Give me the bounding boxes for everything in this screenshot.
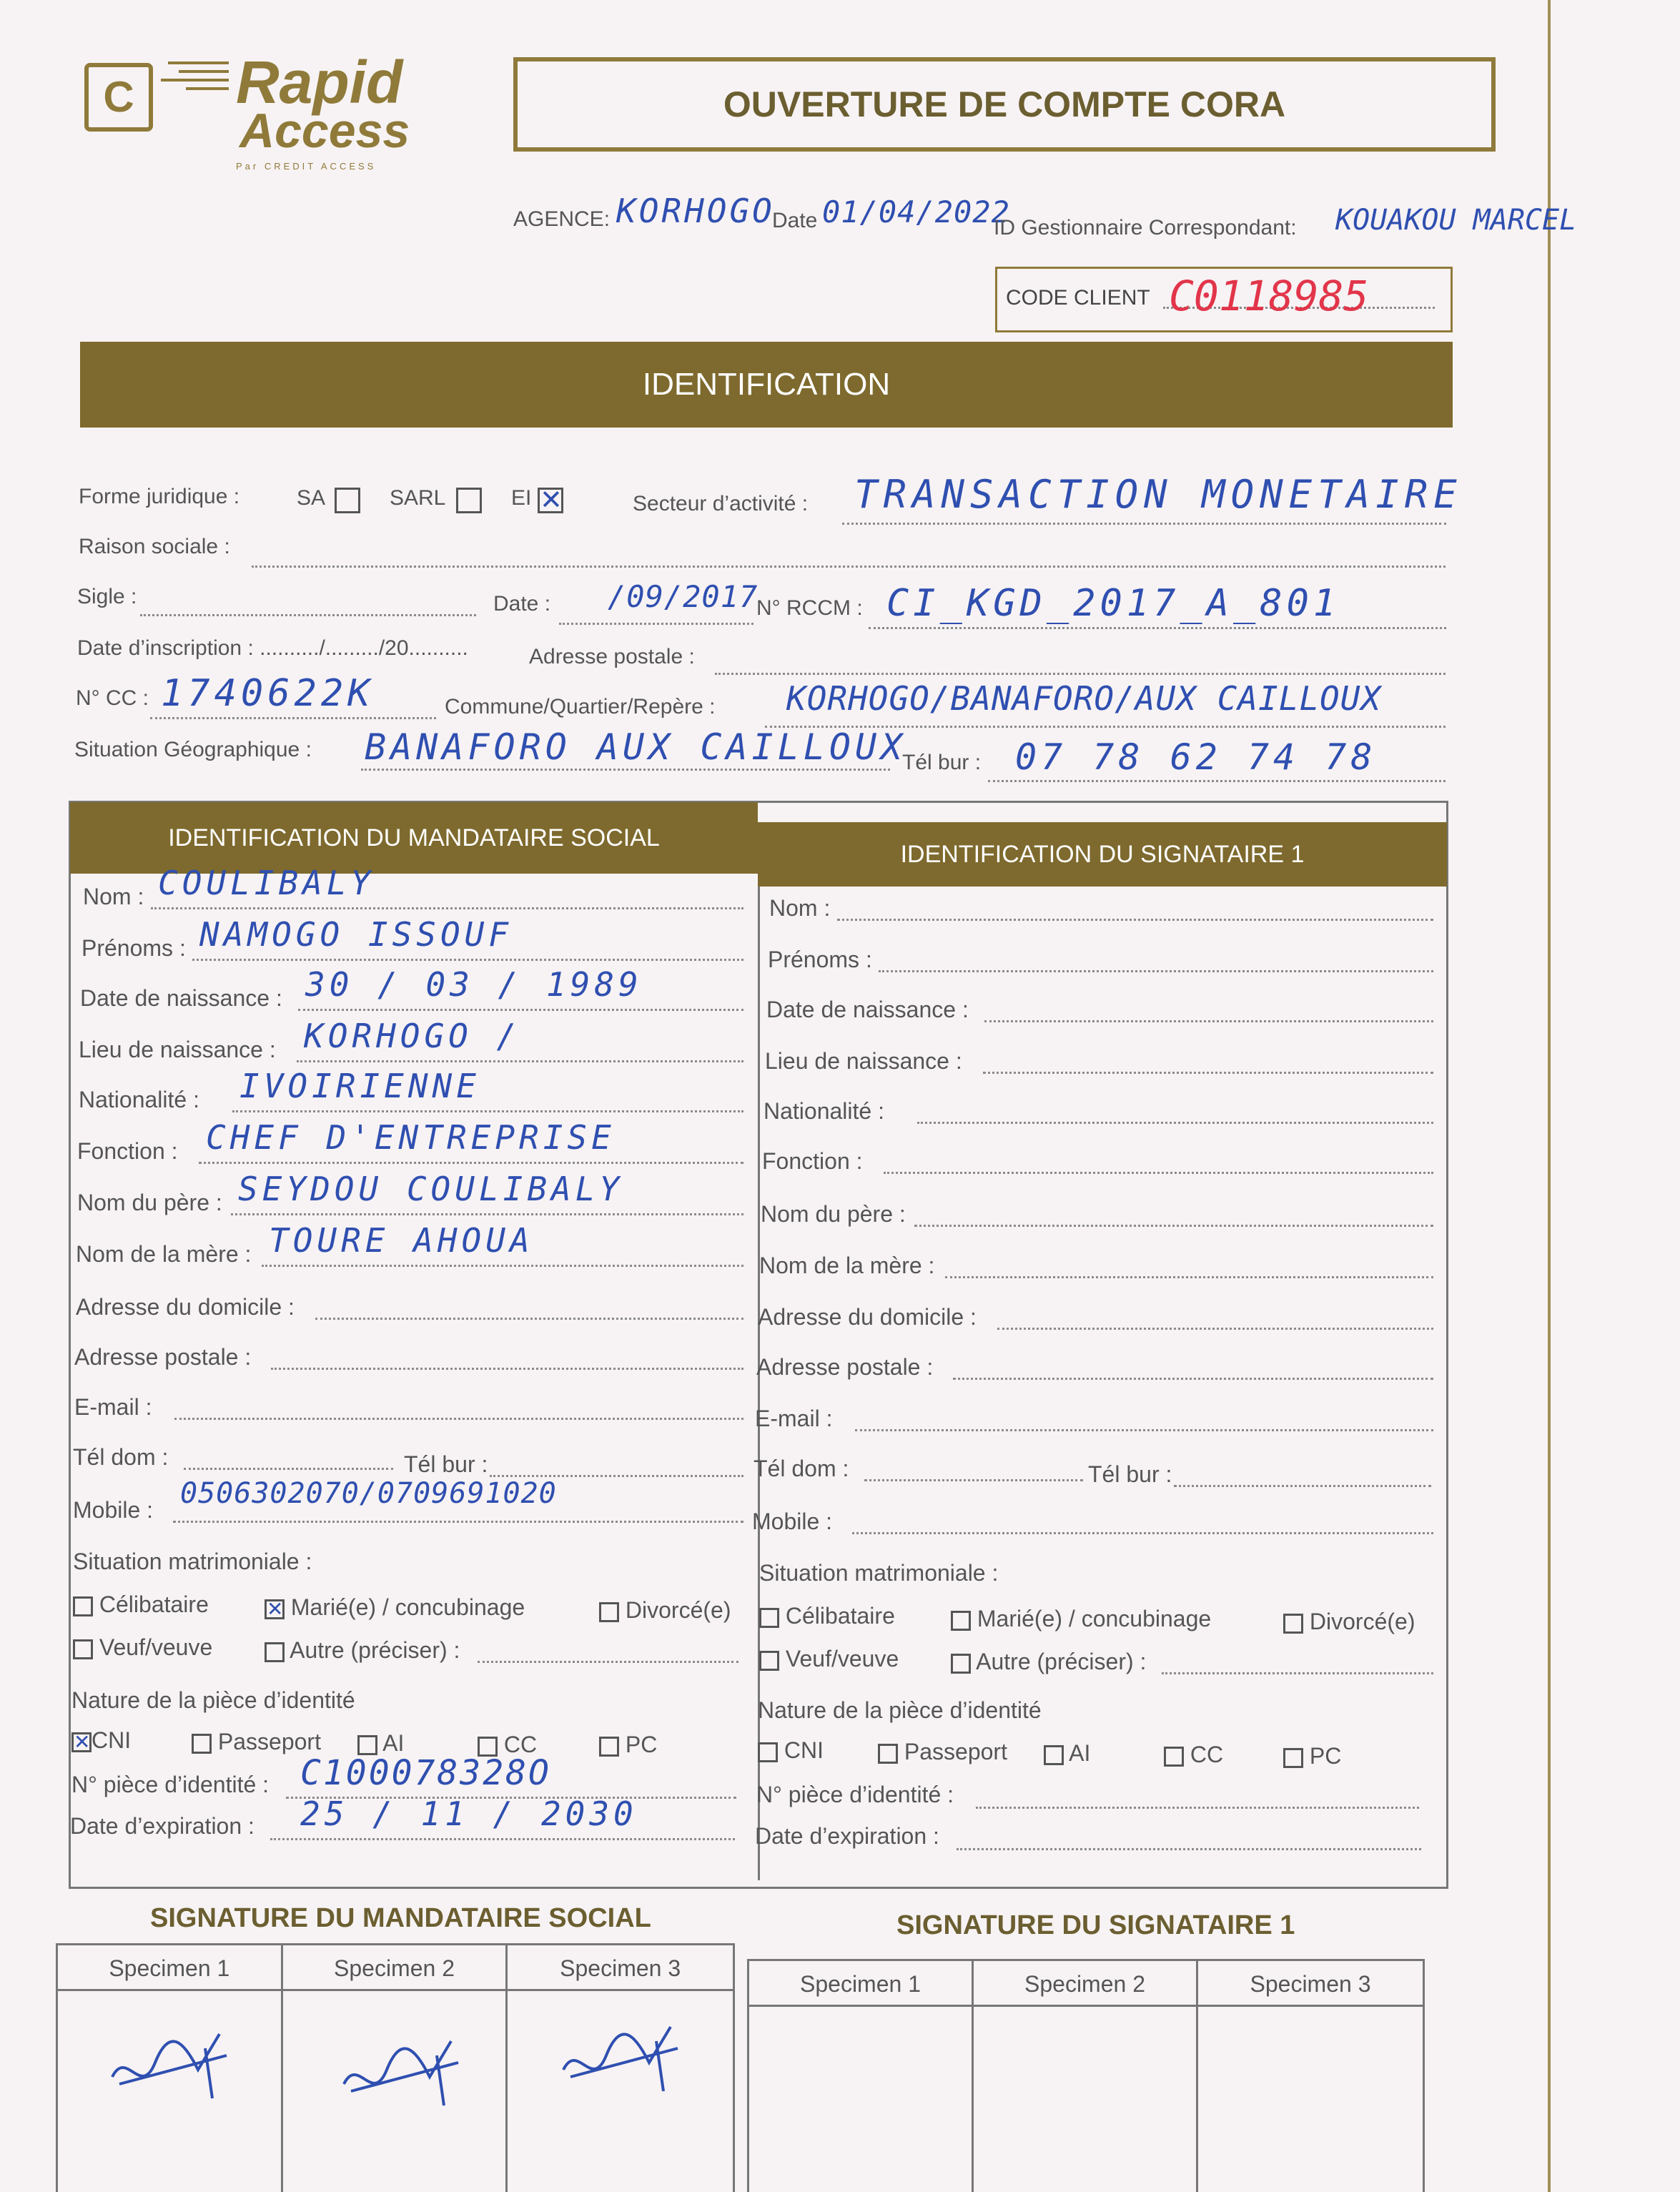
signataire-expiration-dots[interactable]	[957, 1829, 1421, 1850]
identification-band	[80, 342, 1453, 428]
brand-name-rapid: Rapid	[236, 49, 403, 116]
cc-value[interactable]: 1740622K	[161, 672, 375, 715]
signataire-field-label: Tél dom :	[753, 1456, 849, 1481]
mandataire-passeport[interactable]: Passeport	[192, 1729, 321, 1755]
mandataire-field-value[interactable]: TOURE AHOUA	[269, 1221, 534, 1260]
signataire-marie[interactable]: Marié(e) / concubinage	[951, 1606, 1211, 1632]
signataire-tel-bur-label: Tél bur :	[1088, 1461, 1172, 1487]
specimen-3-label: Specimen 3	[1198, 1961, 1423, 2007]
mandataire-heading: IDENTIFICATION DU MANDATAIRE SOCIAL	[168, 824, 660, 851]
date-creation-label: Date :	[493, 592, 551, 616]
mandataire-heading-band	[70, 802, 758, 874]
signataire-expiration-label: Date d’expiration :	[755, 1823, 939, 1849]
specimen-2-label: Specimen 2	[283, 1945, 506, 1991]
signature-signataire-title: SIGNATURE DU SIGNATAIRE 1	[896, 1910, 1295, 1940]
code-client-label: CODE CLIENT	[1006, 286, 1150, 310]
signataire-field-dots[interactable]	[945, 1257, 1433, 1278]
mandataire-field-label: E-mail :	[74, 1394, 152, 1420]
mandataire-ai[interactable]: AI	[357, 1730, 404, 1757]
date-inscription-label: Date d’inscription : ........../........./20..........	[77, 636, 468, 660]
mandataire-piece-num-label: N° pièce d’identité :	[71, 1772, 270, 1797]
agence-value[interactable]: KORHOGO	[616, 192, 775, 230]
mandataire-divorce[interactable]: Divorcé(e)	[599, 1597, 731, 1624]
date-value[interactable]: 01/04/2022	[822, 194, 1010, 229]
signataire-field-label: Adresse du domicile :	[758, 1304, 977, 1330]
signataire-autre-dots[interactable]	[1162, 1653, 1433, 1674]
mandataire-veuf[interactable]: Veuf/veuve	[73, 1634, 212, 1661]
signataire-piece-num-label: N° pièce d’identité :	[756, 1782, 954, 1807]
mandataire-field-label: Nom de la mère :	[76, 1241, 252, 1267]
sigle-label: Sigle :	[77, 585, 137, 608]
mandataire-piece-num-value[interactable]: C100078328O	[300, 1753, 551, 1793]
mandataire-field-label: Nom du père :	[77, 1190, 222, 1215]
signataire-specimen-3[interactable]	[1198, 1961, 1423, 2192]
secteur-label: Secteur d’activité :	[633, 492, 809, 515]
mandataire-field-dots[interactable]	[271, 1348, 743, 1370]
option-ei-checkbox-checked[interactable]: ✕	[538, 488, 563, 513]
page-edge-line	[1548, 0, 1551, 2192]
mandataire-field-value[interactable]: IVOIRIENNE	[239, 1067, 480, 1105]
mandataire-field-value[interactable]: SEYDOU COULIBALY	[238, 1170, 624, 1208]
signataire-piece-num-dots[interactable]	[976, 1787, 1419, 1809]
identification-title: IDENTIFICATION	[642, 367, 891, 402]
forme-juridique-label: Forme juridique :	[79, 485, 240, 508]
specimen-1-label: Specimen 1	[749, 1961, 972, 2007]
mandataire-field-label: Mobile :	[73, 1497, 154, 1523]
signataire-field-dots[interactable]	[864, 1460, 1083, 1481]
mandataire-field-label: Adresse postale :	[74, 1344, 252, 1370]
mandataire-celibataire[interactable]: Célibataire	[73, 1591, 209, 1618]
gestionnaire-label: ID Gestionnaire Correspondant:	[994, 216, 1297, 240]
mandataire-piece-label: Nature de la pièce d’identité	[71, 1687, 355, 1713]
mandataire-field-label: Tél dom :	[73, 1444, 169, 1470]
rccm-label: N° RCCM :	[756, 596, 863, 620]
signataire-field-label: Mobile :	[752, 1509, 833, 1534]
mandataire-field-value[interactable]: KORHOGO /	[304, 1017, 521, 1055]
adresse-postale-dots[interactable]	[715, 651, 1446, 675]
signature-scribble-icon	[549, 2013, 692, 2113]
signataire-celibataire[interactable]: Célibataire	[759, 1603, 895, 1629]
mandataire-tel-bur-label: Tél bur :	[404, 1451, 488, 1477]
signataire-tel-bur-dots[interactable]	[1174, 1466, 1431, 1487]
brand-tagline: Par CREDIT ACCESS	[236, 161, 377, 172]
mandataire-field-value[interactable]: CHEF D'ENTREPRISE	[206, 1118, 616, 1157]
date-creation-value[interactable]: /09/2017	[608, 579, 759, 614]
mandataire-specimen-1[interactable]	[58, 1945, 283, 2192]
signataire-cc[interactable]: CC	[1164, 1742, 1223, 1768]
secteur-value[interactable]: TRANSACTION MONETAIRE	[854, 472, 1463, 517]
mandataire-expiration-label: Date d’expiration :	[70, 1813, 255, 1839]
mandataire-field-dots[interactable]	[174, 1398, 743, 1420]
signataire-field-dots[interactable]	[917, 1102, 1433, 1124]
signataire-field-label: Nom du père :	[761, 1201, 906, 1227]
option-sa-checkbox[interactable]	[335, 488, 360, 513]
mandataire-field-value[interactable]: NAMOGO ISSOUF	[199, 915, 513, 954]
mandataire-expiration-value[interactable]: 25 / 11 / 2030	[300, 1794, 638, 1833]
signataire-pc[interactable]: PC	[1283, 1743, 1341, 1769]
logo-icon: C	[84, 63, 153, 132]
signataire-field-dots[interactable]	[837, 899, 1433, 921]
sigle-dots[interactable]	[140, 592, 476, 616]
signataire-field-dots[interactable]	[852, 1513, 1433, 1534]
mandataire-field-value[interactable]: 0506302070/0709691020	[180, 1477, 557, 1510]
signataire-passeport[interactable]: Passeport	[878, 1739, 1007, 1765]
mandataire-specimen-2[interactable]	[283, 1945, 508, 2192]
signature-scribble-icon	[98, 2020, 241, 2120]
mandataire-matrimonial-label: Situation matrimoniale :	[73, 1549, 312, 1574]
signataire-field-label: Nationalité :	[764, 1098, 884, 1124]
mandataire-marie-checked[interactable]: ✕ Marié(e) / concubinage	[265, 1594, 525, 1621]
code-client-value[interactable]: C0118985	[1169, 272, 1369, 320]
form-title: OUVERTURE DE COMPTE CORA	[723, 84, 1286, 124]
signataire-field-label: Date de naissance :	[766, 997, 969, 1022]
option-sarl-checkbox[interactable]	[456, 488, 482, 513]
signataire-field-label: E-mail :	[755, 1406, 833, 1431]
mandataire-field-label: Lieu de naissance :	[79, 1037, 276, 1062]
agence-label: AGENCE:	[513, 207, 611, 231]
signataire-field-label: Nom de la mère :	[759, 1253, 935, 1278]
option-sa-label: SA	[297, 486, 326, 510]
mandataire-field-label: Nationalité :	[79, 1087, 199, 1112]
signataire-field-label: Lieu de naissance :	[765, 1048, 962, 1074]
signataire-divorce[interactable]: Divorcé(e)	[1283, 1609, 1415, 1635]
cc-label: N° CC :	[76, 686, 149, 710]
specimen-3-label: Specimen 3	[508, 1945, 733, 1991]
signataire-field-dots[interactable]	[997, 1308, 1433, 1330]
mandataire-autre[interactable]: Autre (préciser) :	[265, 1637, 460, 1664]
signataire-field-dots[interactable]	[914, 1205, 1433, 1227]
signataire-piece-label: Nature de la pièce d’identité	[758, 1697, 1042, 1723]
specimen-2-label: Specimen 2	[974, 1961, 1196, 2007]
signataire-field-dots[interactable]	[884, 1152, 1433, 1174]
speed-lines-icon	[161, 57, 232, 100]
signataire-field-dots[interactable]	[953, 1358, 1433, 1380]
signataire-specimen-1[interactable]	[749, 1961, 974, 2192]
mandataire-specimen-table	[56, 1943, 735, 2192]
mandataire-cc[interactable]: CC	[478, 1732, 537, 1758]
adresse-postale-label: Adresse postale :	[529, 645, 695, 668]
signataire-field-label: Fonction :	[762, 1148, 863, 1174]
mandataire-cni-checked[interactable]: ✕CNI	[71, 1727, 131, 1754]
tel-bur-value[interactable]: 07 78 62 74 78	[1015, 736, 1377, 778]
signataire-specimen-table	[747, 1959, 1425, 2192]
signataire-field-dots[interactable]	[879, 951, 1433, 972]
mandataire-pc[interactable]: PC	[599, 1732, 657, 1758]
code-client-box	[995, 267, 1453, 332]
signataire-autre[interactable]: Autre (préciser) :	[951, 1649, 1146, 1675]
signataire-matrimonial-label: Situation matrimoniale :	[759, 1560, 999, 1586]
mandataire-autre-dots[interactable]	[478, 1641, 738, 1663]
signataire-field-dots[interactable]	[984, 1001, 1433, 1022]
raison-sociale-dots[interactable]	[252, 543, 1446, 568]
signataire-specimen-2[interactable]	[974, 1961, 1198, 2192]
gestionnaire-value[interactable]: KOUAKOU MARCEL	[1335, 204, 1577, 237]
situation-geo-label: Situation Géographique :	[74, 738, 312, 761]
commune-label: Commune/Quartier/Repère :	[445, 695, 716, 719]
signature-mandataire-title: SIGNATURE DU MANDATAIRE SOCIAL	[150, 1903, 651, 1933]
mandataire-field-label: Prénoms :	[81, 935, 186, 961]
mandataire-field-value[interactable]: 30 / 03 / 1989	[305, 965, 643, 1004]
option-sarl-label: SARL	[390, 486, 446, 510]
signataire-field-label: Nom :	[769, 895, 831, 921]
rccm-value[interactable]: CI_KGD_2017_A_801	[886, 582, 1340, 625]
signataire-cni[interactable]: CNI	[758, 1737, 824, 1764]
signataire-ai[interactable]: AI	[1044, 1740, 1090, 1767]
date-label: Date	[772, 209, 818, 232]
option-ei-label: EI	[511, 486, 532, 510]
tel-bur-label: Tél bur :	[902, 751, 982, 774]
mandataire-field-label: Fonction :	[77, 1138, 178, 1164]
signataire-field-dots[interactable]	[855, 1410, 1433, 1431]
commune-value[interactable]: KORHOGO/BANAFORO/AUX CAILLOUX	[786, 679, 1382, 718]
mandataire-field-label: Nom :	[83, 884, 144, 909]
mandataire-tel-bur-dots[interactable]	[490, 1456, 743, 1477]
mandataire-field-dots[interactable]	[184, 1448, 393, 1470]
mandataire-field-label: Adresse du domicile :	[76, 1294, 295, 1320]
signataire-heading: IDENTIFICATION DU SIGNATAIRE 1	[900, 841, 1305, 868]
signataire-field-label: Adresse postale :	[756, 1354, 934, 1380]
signature-scribble-icon	[322, 2020, 465, 2120]
mandataire-field-dots[interactable]	[315, 1298, 743, 1320]
brand-name-access: Access	[239, 104, 410, 158]
form-title-box	[513, 57, 1496, 152]
signataire-field-dots[interactable]	[983, 1052, 1433, 1074]
situation-geo-value[interactable]: BANAFORO AUX CAILLOUX	[365, 726, 907, 768]
signataire-heading-band	[758, 822, 1447, 887]
signataire-veuf[interactable]: Veuf/veuve	[759, 1646, 899, 1672]
specimen-1-label: Specimen 1	[58, 1945, 281, 1991]
mandataire-field-label: Date de naissance :	[80, 985, 282, 1011]
signataire-field-label: Prénoms :	[768, 947, 872, 972]
mandataire-field-value[interactable]: COULIBALY	[158, 864, 375, 902]
raison-sociale-label: Raison sociale :	[79, 535, 230, 558]
mandataire-specimen-3[interactable]	[508, 1945, 733, 2192]
